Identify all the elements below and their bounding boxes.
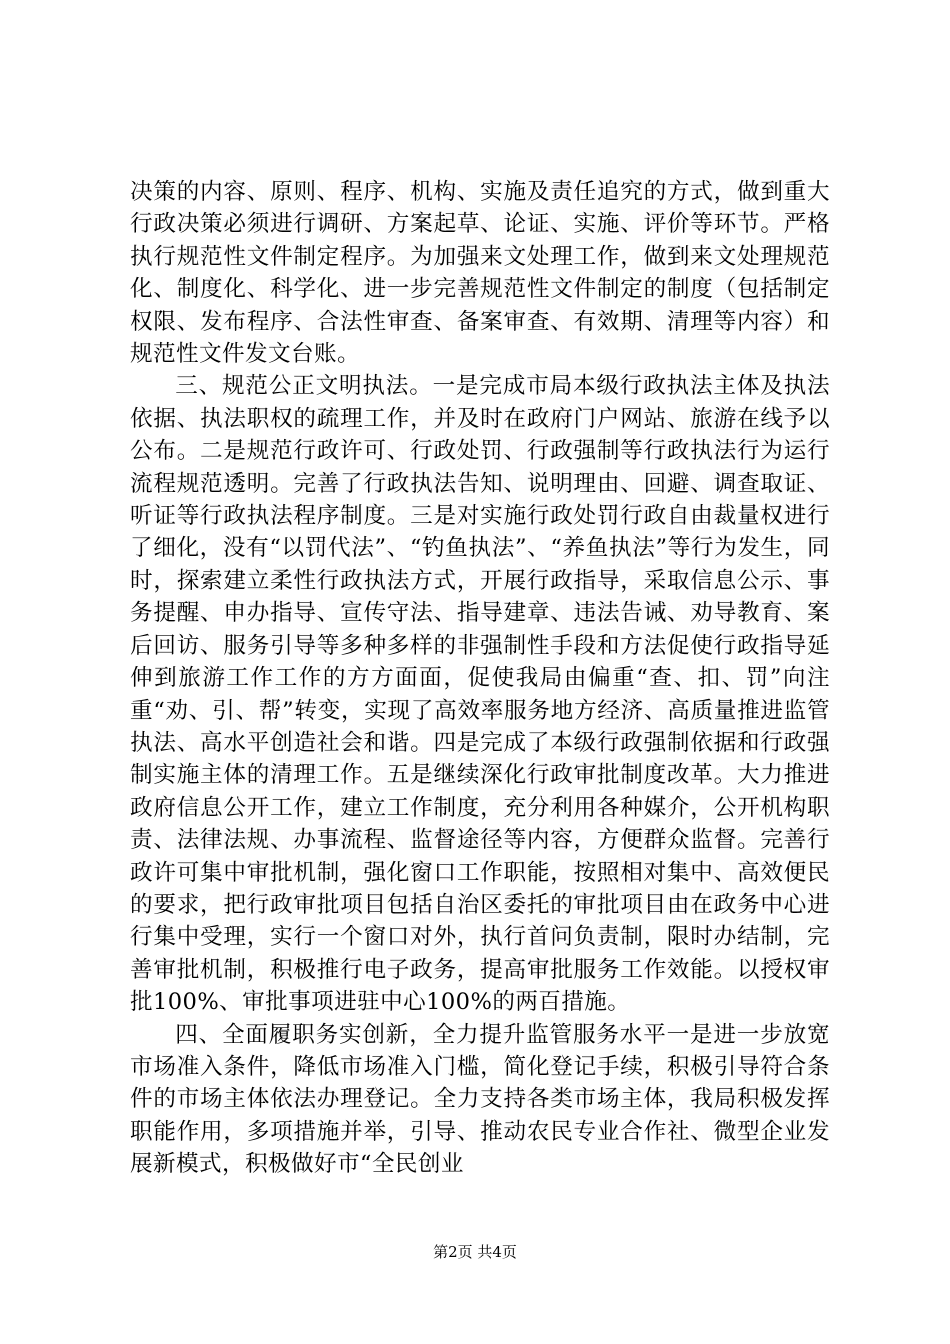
paragraph-section-four: 四、全面履职务实创新，全力提升监管服务水平一是进一步放宽市场准入条件，降低市场准入门槛，简化登记手续，积极引导符合条件的市场主体依法办理登记。全力支持各类市场主体，我局积极发挥职能作用，多项措施并举，引导、推动农民专业合作社、微型企业发展新模式，积极做好市“全民创业 — [130, 1021, 830, 1178]
paragraph-continuation: 决策的内容、原则、程序、机构、实施及责任追究的方式，做到重大行政决策必须进行调研、方案起草、论证、实施、评价等环节。严格执行规范性文件制定程序。为加强来文处理工作，做到来文处理规范化、制度化、科学化、进一步完善规范性文件制定的制度（包括制定权限、发布程序、合法性审查、备案审查、有效期、清理等内容）和规范性文件发文台账。 — [130, 179, 830, 368]
page-footer: 第2页 共4页 — [433, 1243, 517, 1261]
paragraph-section-three: 三、规范公正文明执法。一是完成市局本级行政执法主体及执法依据、执法职权的疏理工作，并及时在政府门户网站、旅游在线予以公布。二是规范行政许可、行政处罚、行政强制等行政执法行为运行流程规范透明。完善了行政执法告知、说明理由、回避、调查取证、听证等行政执法程序制度。三是对实施行政处罚行政自由裁量权进行了细化，没有“以罚代法”、“钓鱼执法”、“养鱼执法”等行为发生，同时，探索建立柔性行政执法方式，开展行政指导，采取信息公示、事务提醒、申办指导、宣传守法、指导建章、违法告诫、劝导教育、案后回访、服务引导等多种多样的非强制性手段和方法促使行政指导延伸到旅游工作工作的方方面面，促使我局由偏重“查、扣、罚”向注重“劝、引、帮”转变，实现了高效率服务地方经济、高质量推进监管执法、高水平创造社会和谐。四是完成了本级行政强制依据和行政强制实施主体的清理工作。五是继续深化行政审批制度改革。大力推进政府信息公开工作，建立工作制度，充分利用各种媒介，公开机构职责、法律法规、办事流程、监督途径等内容，方便群众监督。完善行政许可集中审批机制，强化窗口工作职能，按照相对集中、高效便民的要求，把行政审批项目包括自治区委托的审批项目由在政务中心进行集中受理，实行一个窗口对外，执行首问负责制，限时办结制，完善审批机制，积极推行电子政务，提高审批服务工作效能。以授权审批100%、审批事项进驻中心100%的两百措施。 — [130, 373, 830, 1016]
document-body — [130, 176, 830, 1181]
